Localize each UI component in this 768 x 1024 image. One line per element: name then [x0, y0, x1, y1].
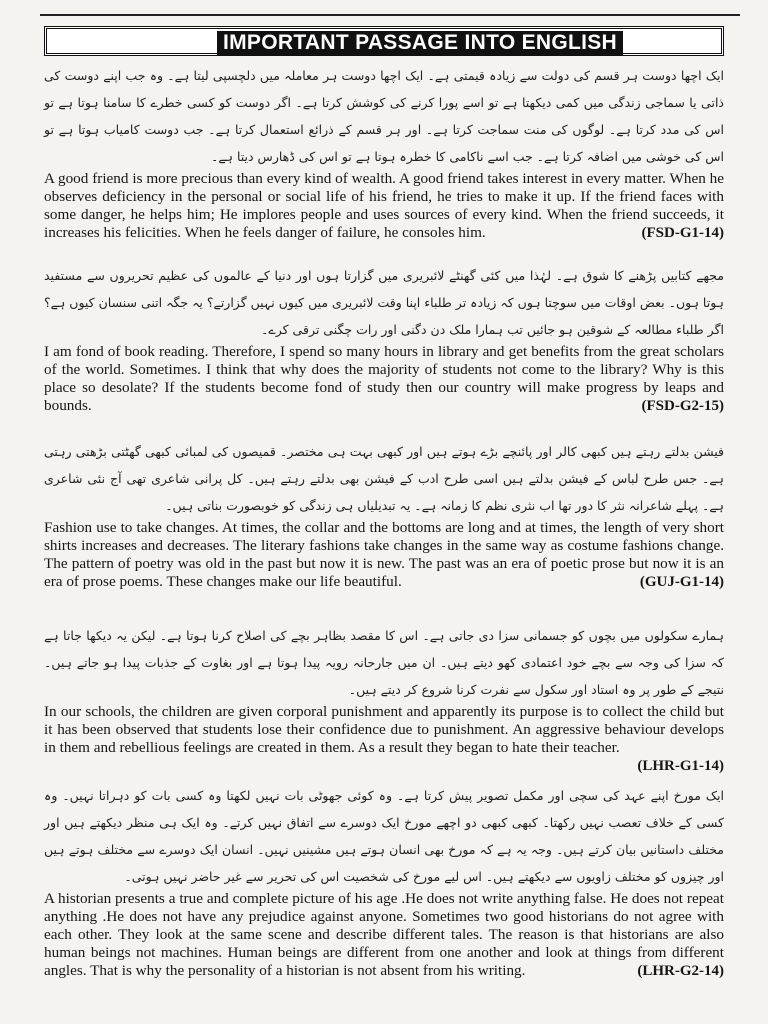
passage-1 [44, 62, 724, 242]
passage-5 [44, 782, 724, 980]
english-translation [44, 170, 724, 242]
english-text: I am fond of book reading. Therefore, I spend so many hours in library and get benefits from the great scholars of the world. Sometimes. I think that why does the majority of students not come to the library? Why is this place so desolate? If the students become fond of study then our country will make progress by leaps and bounds. [44, 343, 724, 414]
urdu-text: فیشن بدلتے رہتے ہیں کبھی کالر اور پائنچے بڑے ہوتے ہیں اور کبھی بہت ہی مختصر۔ قمیصوں کی لمبائی کبھی گھٹتی بڑھتی رہتی ہے۔ جس طرح لباس کے فیشن بدلتے ہیں اسی طرح ادب کے فیشن بھی بدلتے رہتے ہیں۔ کل پرانی شاعری تھی آج نئی شاعری ہے۔ پہلے شاعرانہ نثر کا دور تھا اب نثری نظم کا زمانہ ہے۔ یہ تبدیلیاں ہی زندگی کو خوبصورت بناتی ہیں۔ [44, 444, 724, 513]
urdu-text: ایک اچھا دوست ہر قسم کی دولت سے زیادہ قیمتی ہے۔ ایک اچھا دوست ہر معاملہ میں دلچسپی لیتا ہے۔ وہ جب اپنے دوست کی ذاتی یا سماجی زندگی میں کمی دیکھتا ہے تو اسے پورا کرنے کی کوشش کرتا ہے۔ اگر دوست کو کسی خطرے کا سامنا ہوتا ہے تو اس کی مدد کرتا ہے۔ لوگوں کی منت سماجت کرتا ہے۔ اور ہر قسم کے ذرائع استعمال کرتا ہے۔ جب دوست کامیاب ہوتا ہے تو اس کی خوشی میں اضافہ کرتا ہے۔ جب اسے ناکامی کا خطرہ ہوتا ہے تو اس کی ڈھارس دیتا ہے۔ [44, 68, 724, 164]
exam-reference: (FSD-G1-14) [641, 225, 724, 241]
english-translation [44, 519, 724, 591]
english-translation [44, 343, 724, 415]
header-box [44, 26, 724, 56]
english-translation [44, 703, 724, 774]
page-title: IMPORTANT PASSAGE INTO ENGLISH [217, 31, 623, 55]
urdu-text: ایک مورخ اپنے عہد کی سچی اور مکمل تصویر پیش کرتا ہے۔ وہ کوئی جھوٹی بات نہیں لکھتا وہ کسی بات کو دہراتا نہیں۔ وہ کسی کے خلاف تعصب نہیں رکھتا۔ کبھی کبھی دو اچھے مورخ ایک دوسرے سے اتفاق نہیں کرتے۔ وہ ایک ہی منظر دیکھتے ہیں اور مختلف داستانیں بیان کرتے ہیں۔ وجہ یہ ہے کہ مورخ بھی انسان ہوتے ہیں مشینیں نہیں۔ انسان ایک دوسرے سے مختلف ہوتے ہیں اور چیزوں کو مختلف زاویوں سے دیکھتے ہیں۔ اس لیے مورخ کی شخصیت اس کی تحریر سے غیر حاضر نہیں ہوتی۔ [44, 788, 724, 884]
english-text: In our schools, the children are given corporal punishment and apparently its purpose is to collect the child but it has been observed that students lose their confidence due to punishment. An aggressive behaviour develops in them and rebellious feelings are created in them. As a result they began to hate their teacher. [44, 703, 724, 756]
urdu-text: مجھے کتابیں پڑھنے کا شوق ہے۔ لہٰذا میں کئی گھنٹے لائبریری میں گزارتا ہوں اور دنیا کے عالموں کی عظیم تحریروں سے مستفید ہوتا ہوں۔ بعض اوقات میں سوچتا ہوں کہ زیادہ تر طلباء اپنا وقت لائبریری میں کیوں نہیں گزارتے؟ یہ جگہ اتنی سنسان کیوں ہے؟ اگر طلباء مطالعہ کے شوقین ہو جائیں تب ہمارا ملک دن دگنی اور رات چگنی ترقی کرے۔ [44, 268, 724, 337]
english-translation [44, 890, 724, 980]
exam-reference: (LHR-G1-14) [637, 758, 724, 774]
urdu-text: ہمارے سکولوں میں بچوں کو جسمانی سزا دی جاتی ہے۔ اس کا مقصد بظاہر بچے کی اصلاح کرنا ہوتا ہے۔ لیکن یہ دیکھا جاتا ہے کہ سزا کی وجہ سے بچے خود اعتمادی کھو دیتے ہیں۔ ان میں جارحانہ رویہ پیدا ہوتا ہے اور بغاوت کے جذبات پیدا ہو جاتے ہیں۔ نتیجے کے طور پر وہ استاد اور سکول سے نفرت کرنا شروع کر دیتے ہیں۔ [44, 628, 724, 697]
passage-4 [44, 622, 724, 775]
english-text: Fashion use to take changes. At times, the collar and the bottoms are long and at times, the length of very short shirts increases and decreases. The literary fashions take changes in the same way as costume fashions change. The pattern of poetry was old in the past but now it is new. The past was an era of poetic prose but now it is an era of prose poems. These changes make our life beautiful. [44, 519, 724, 590]
exam-reference: (FSD-G2-15) [641, 398, 724, 414]
exam-reference: (LHR-G2-14) [637, 963, 724, 979]
top-rule [40, 14, 740, 16]
passage-3 [44, 438, 724, 591]
english-text: A historian presents a true and complete picture of his age .He does not write anything false. He does not repeat anything .He does not have any prejudice against anyone. Sometimes two good historians do not agree with each other. They look at the same scene and describe different tales. The reason is that historians are also human beings not machines. Human beings are different from one another and look at things from different angles. That is why the personality of a historian is not absent from his writing. [44, 890, 724, 979]
passage-2 [44, 262, 724, 415]
exam-reference: (GUJ-G1-14) [639, 574, 724, 590]
english-text: A good friend is more precious than every kind of wealth. A good friend takes interest in every matter. When he observes deficiency in the personal or social life of his friend, he tries to make it up. If the friend faces with some danger, he helps him; He implores people and uses sources of every kind. When the friend succeeds, it increases his felicities. When he feels danger of failure, he consoles him. [44, 170, 724, 241]
